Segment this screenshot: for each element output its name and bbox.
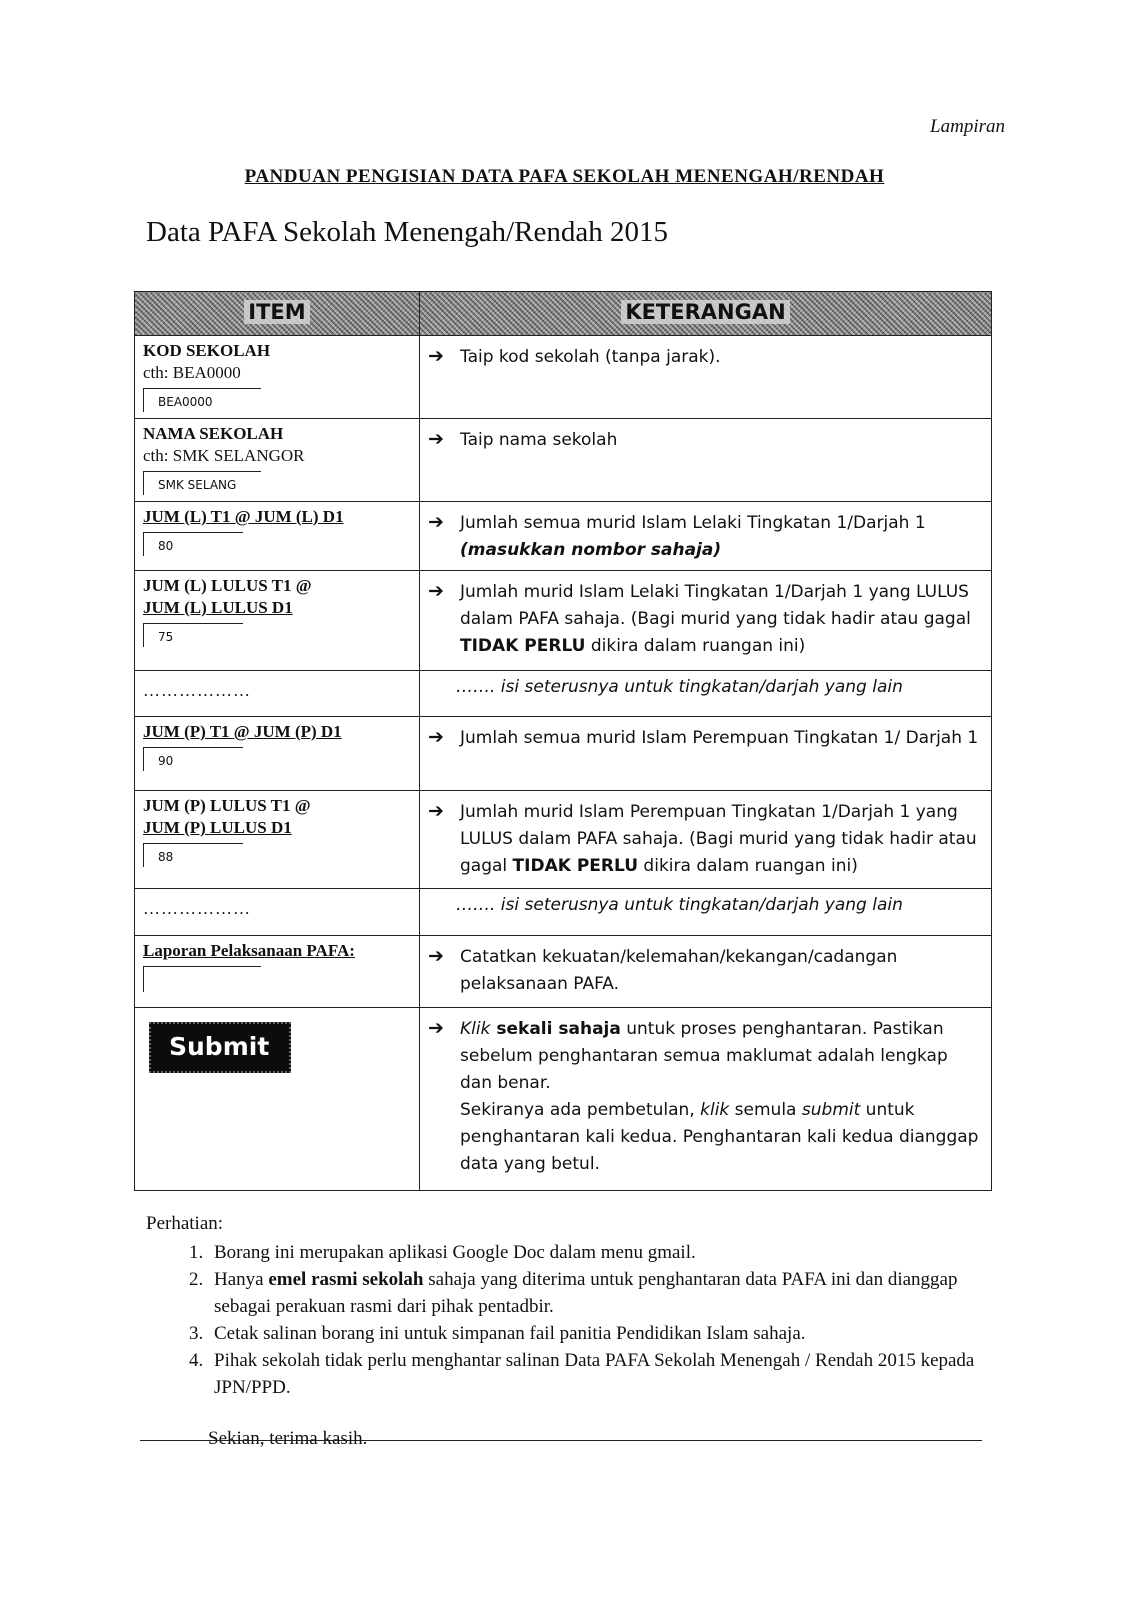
table-row bbox=[135, 502, 992, 571]
item-title: JUM (L) T1 @ JUM (L) D1 bbox=[143, 507, 344, 526]
keterangan-column-header: KETERANGAN bbox=[420, 292, 992, 336]
desc-cell bbox=[420, 717, 992, 791]
notes-title: Perhatian: bbox=[146, 1213, 224, 1234]
desc-cell bbox=[420, 502, 992, 571]
item-cell bbox=[135, 717, 420, 791]
desc-cell bbox=[420, 419, 992, 502]
table-row bbox=[135, 791, 992, 889]
desc-cell bbox=[420, 936, 992, 1008]
notes-list bbox=[146, 1239, 986, 1401]
desc-text: Jumlah murid Islam Lelaki Tingkatan 1/Darjah 1 yang LULUS dalam PAFA sahaja. (Bagi murid yang tidak hadir atau gagal TIDAK PERLU dikira dalam ruangan ini) bbox=[460, 582, 971, 656]
table-row bbox=[135, 571, 992, 671]
item-title: KOD SEKOLAH bbox=[143, 341, 271, 360]
item-example: cth: BEA0000 bbox=[143, 363, 241, 382]
item-title: Laporan Pelaksanaan PAFA: bbox=[143, 941, 355, 960]
table-row bbox=[135, 419, 992, 502]
arrow-right-icon: ➔ bbox=[428, 580, 444, 602]
desc-text: Jumlah semua murid Islam Lelaki Tingkatan 1/Darjah 1 (masukkan nombor sahaja) bbox=[460, 513, 926, 560]
item-cell bbox=[135, 936, 420, 1008]
lampiran-label: Lampiran bbox=[930, 116, 1005, 137]
table-row bbox=[135, 671, 992, 717]
item-cell bbox=[135, 571, 420, 671]
item-cell bbox=[135, 791, 420, 889]
arrow-right-icon: ➔ bbox=[428, 726, 444, 748]
continuation-note: ……. isi seterusnya untuk tingkatan/darjah yang lain bbox=[420, 889, 992, 936]
jum-l-input[interactable]: 80 bbox=[143, 532, 243, 556]
table-row bbox=[135, 936, 992, 1008]
table-row bbox=[135, 717, 992, 791]
list-item: 2. Hanya emel rasmi sekolah sahaja yang diterima untuk penghantaran data PAFA ini dan dianggap sebagai perakuan rasmi dari pihak pentadbir. bbox=[208, 1266, 986, 1320]
page-subtitle: Data PAFA Sekolah Menengah/Rendah 2015 bbox=[146, 216, 668, 248]
arrow-right-icon: ➔ bbox=[428, 511, 444, 533]
jum-l-lulus-input[interactable]: 75 bbox=[143, 623, 243, 647]
table-row bbox=[135, 889, 992, 936]
arrow-right-icon: ➔ bbox=[428, 800, 444, 822]
desc-cell bbox=[420, 1008, 992, 1191]
nama-sekolah-input[interactable]: SMK SELANG bbox=[143, 471, 261, 495]
arrow-right-icon: ➔ bbox=[428, 1017, 444, 1039]
desc-text: Taip kod sekolah (tanpa jarak). bbox=[460, 347, 721, 367]
table-row bbox=[135, 1008, 992, 1191]
arrow-right-icon: ➔ bbox=[428, 345, 444, 367]
desc-text: Taip nama sekolah bbox=[460, 430, 618, 450]
item-column-header: ITEM bbox=[135, 292, 420, 336]
jum-p-input[interactable]: 90 bbox=[143, 747, 243, 771]
table-row bbox=[135, 336, 992, 419]
desc-text: Klik sekali sahaja untuk proses penghantaran. Pastikan sebelum penghantaran semua maklumat adalah lengkap dan benar. Sekiranya ada pembetulan, klik semula submit untuk penghantaran kali kedua. Penghantaran kali kedua dianggap data yang betul. bbox=[460, 1019, 979, 1174]
item-cell bbox=[135, 419, 420, 502]
item-title: NAMA SEKOLAH bbox=[143, 424, 284, 443]
item-title: JUM (P) T1 @ JUM (P) D1 bbox=[143, 722, 342, 741]
continuation-note: ……. isi seterusnya untuk tingkatan/darjah yang lain bbox=[420, 671, 992, 717]
item-title: JUM (P) LULUS T1 @ bbox=[143, 796, 311, 815]
jum-p-lulus-input[interactable]: 88 bbox=[143, 843, 243, 867]
item-title: JUM (P) LULUS D1 bbox=[143, 818, 292, 837]
arrow-right-icon: ➔ bbox=[428, 428, 444, 450]
laporan-input[interactable] bbox=[143, 966, 261, 992]
pafa-guide-table bbox=[134, 291, 992, 1191]
list-item: 1. Borang ini merupakan aplikasi Google Doc dalam menu gmail. bbox=[208, 1239, 986, 1266]
ellipsis-cell: ……………… bbox=[135, 671, 420, 717]
page-heading: PANDUAN PENGISIAN DATA PAFA SEKOLAH MENENGAH/RENDAH bbox=[244, 166, 885, 187]
desc-cell bbox=[420, 336, 992, 419]
item-title: JUM (L) LULUS T1 @ bbox=[143, 576, 312, 595]
list-item: 4. Pihak sekolah tidak perlu menghantar salinan Data PAFA Sekolah Menengah / Rendah 2015 kepada JPN/PPD. bbox=[208, 1347, 986, 1401]
desc-cell bbox=[420, 571, 992, 671]
list-item: 3. Cetak salinan borang ini untuk simpanan fail panitia Pendidikan Islam sahaja. bbox=[208, 1320, 986, 1347]
desc-text: Jumlah semua murid Islam Perempuan Tingkatan 1/ Darjah 1 bbox=[460, 728, 979, 748]
ellipsis-cell: ……………… bbox=[135, 889, 420, 936]
desc-text: Catatkan kekuatan/kelemahan/kekangan/cadangan pelaksanaan PAFA. bbox=[460, 947, 898, 994]
table-header-row bbox=[135, 292, 992, 336]
desc-text: Jumlah murid Islam Perempuan Tingkatan 1/Darjah 1 yang LULUS dalam PAFA sahaja. (Bagi murid yang tidak hadir atau gagal TIDAK PERLU dikira dalam ruangan ini) bbox=[460, 802, 977, 876]
desc-cell bbox=[420, 791, 992, 889]
notes-section bbox=[146, 1210, 986, 1452]
item-example: cth: SMK SELANGOR bbox=[143, 446, 305, 465]
closing-text: Sekian, terima kasih. bbox=[208, 1428, 368, 1449]
kod-sekolah-input[interactable]: BEA0000 bbox=[143, 388, 261, 412]
submit-cell bbox=[135, 1008, 420, 1191]
item-cell bbox=[135, 336, 420, 419]
footer-divider bbox=[140, 1440, 982, 1441]
submit-button[interactable]: Submit bbox=[149, 1022, 291, 1073]
arrow-right-icon: ➔ bbox=[428, 945, 444, 967]
item-cell bbox=[135, 502, 420, 571]
item-title: JUM (L) LULUS D1 bbox=[143, 598, 293, 617]
